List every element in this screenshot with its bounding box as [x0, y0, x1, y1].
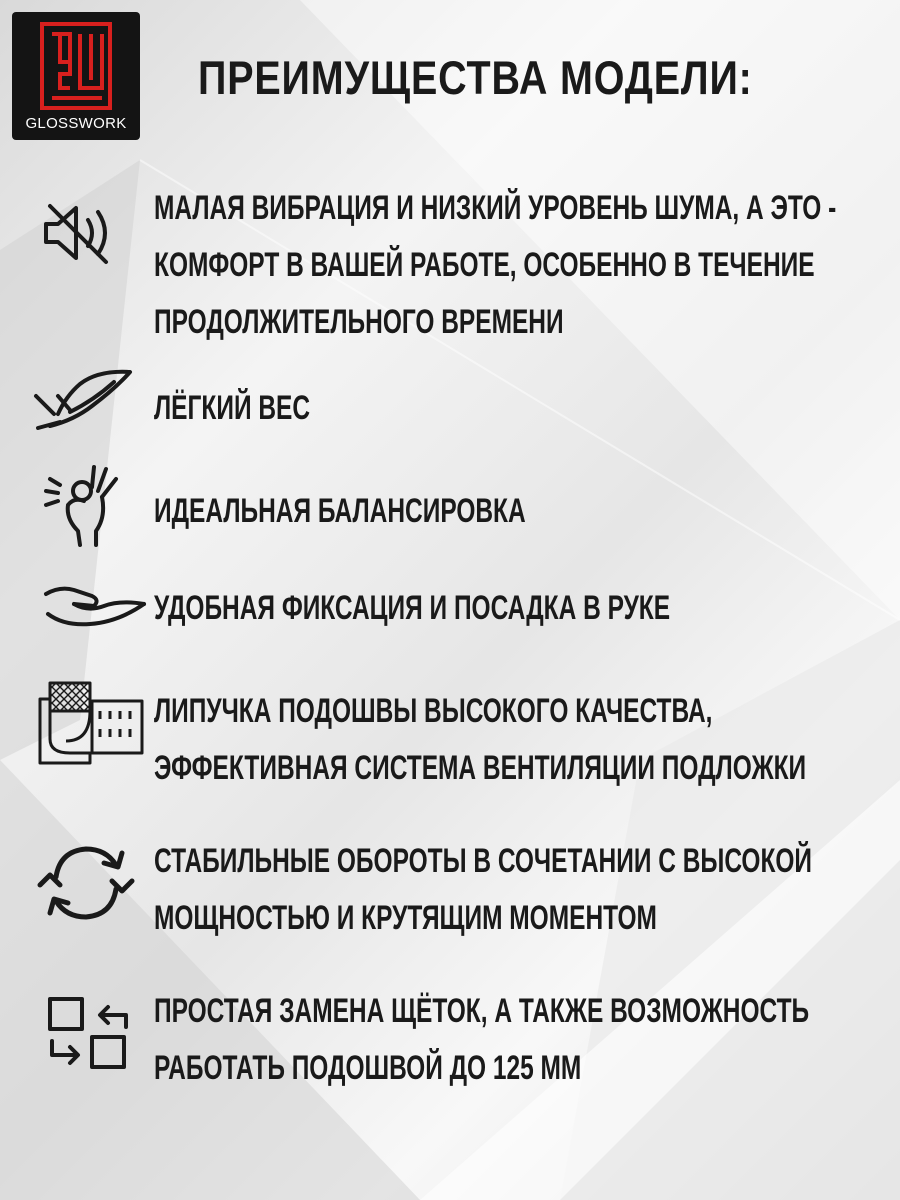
mute-speaker-vibration-icon	[40, 198, 120, 268]
swap-squares-icon	[46, 993, 136, 1073]
feature-text	[154, 983, 809, 1097]
velcro-pad-icon	[36, 679, 146, 769]
feature-text	[154, 380, 310, 437]
feather-icon	[30, 366, 140, 436]
feature-text	[154, 580, 670, 637]
feature-line: ЛЁГКИЙ ВЕС	[154, 389, 311, 427]
feature-line: РАБОТАТЬ ПОДОШВОЙ ДО 125 ММ	[154, 1049, 582, 1087]
feature-line: ЭФФЕКТИВНАЯ СИСТЕМА ВЕНТИЛЯЦИИ ПОДЛОЖКИ	[154, 749, 807, 787]
feature-line: ПРОСТАЯ ЗАМЕНА ЩЁТОК, А ТАКЖЕ ВОЗМОЖНОСТЬ	[154, 992, 810, 1030]
feature-line: ИДЕАЛЬНАЯ БАЛАНСИРОВКА	[154, 492, 526, 530]
feature-line: УДОБНАЯ ФИКСАЦИЯ И ПОСАДКА В РУКЕ	[154, 589, 671, 627]
ok-hand-icon	[40, 461, 130, 551]
feature-line: КОМФОРТ В ВАШЕЙ РАБОТЕ, ОСОБЕННО В ТЕЧЕНИЕ	[154, 246, 815, 284]
gw-logo-mark-icon	[40, 22, 112, 110]
logo-brand-name: GLOSSWORK	[25, 115, 127, 132]
feature-text	[154, 483, 526, 540]
feature-text	[154, 683, 806, 797]
feature-text	[154, 180, 836, 351]
rotation-arrows-icon	[36, 837, 136, 929]
feature-line: МАЛАЯ ВИБРАЦИЯ И НИЗКИЙ УРОВЕНЬ ШУМА, А ЭТО -	[154, 189, 837, 227]
feature-text	[154, 833, 812, 947]
glosswork-logo	[12, 12, 140, 140]
feature-line: МОЩНОСТЬЮ И КРУТЯЩИМ МОМЕНТОМ	[154, 899, 657, 937]
feature-line: ЛИПУЧКА ПОДОШВЫ ВЫСОКОГО КАЧЕСТВА,	[154, 692, 713, 730]
feature-line: ПРОДОЛЖИТЕЛЬНОГО ВРЕМЕНИ	[154, 303, 564, 341]
open-hand-icon	[40, 582, 150, 632]
page-title: ПРЕИМУЩЕСТВА МОДЕЛИ:	[198, 51, 753, 104]
feature-line: СТАБИЛЬНЫЕ ОБОРОТЫ В СОЧЕТАНИИ С ВЫСОКОЙ	[154, 842, 813, 880]
